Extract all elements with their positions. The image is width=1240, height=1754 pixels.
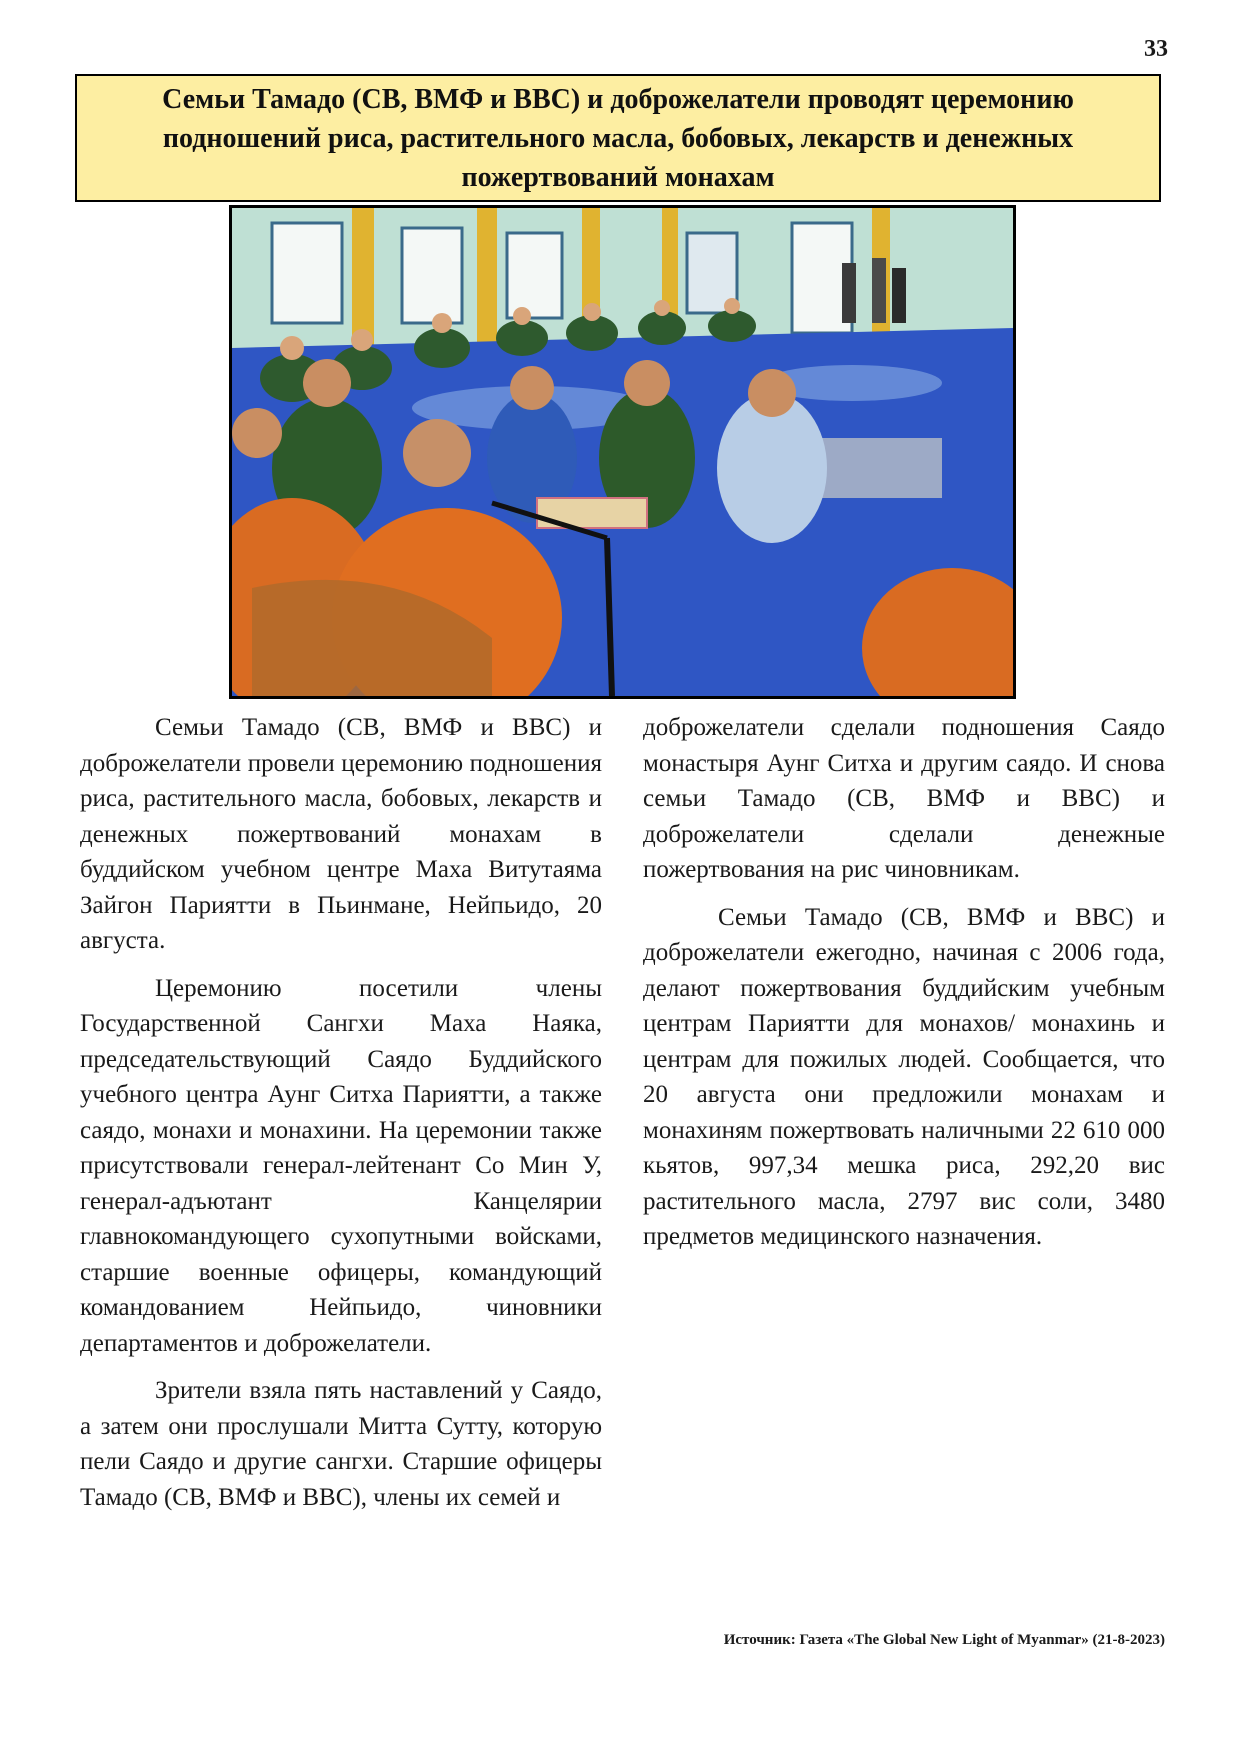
title-box (75, 74, 1161, 202)
page-number: 33 (1144, 36, 1168, 62)
paragraph: Семьи Тамадо (СВ, ВМФ и ВВС) и доброжелатели провели церемонию подношения риса, растительного масла, бобовых, лекарств и денежных пожертвований монахам в буддийском учебном центре Маха Витутаяма Зайгон Париятти в Пьинмане, Нейпьидо, 20 августа. (80, 714, 602, 954)
source-line: Источник: Газета «The Global New Light of Myanmar» (21-8-2023) (723, 1632, 1165, 1648)
monks-ceremony-photo (232, 208, 1013, 696)
paragraph: Зрители взяла пять наставлений у Саядо, а затем они прослушали Митта Сутту, которую пели Саядо и другие сангхи. Старшие офицеры Тамадо (СВ, ВМФ и ВВС), члены их семей и (80, 1377, 602, 1511)
article-photo (229, 205, 1016, 699)
paragraph: Семьи Тамадо (СВ, ВМФ и ВВС) и доброжелатели ежегодно, начиная с 2006 года, делают пожертвования буддийским учебным центрам Париятти для монахов/ монахинь и центрам для пожилых людей. Сообщается, что 20 августа они предложили монахам и монахиням пожертвовать наличными 22 610 000 кьятов, 997,34 мешка риса, 292,20 вис растительного масла, 2797 вис соли, 3480 предметов медицинского назначения. (643, 903, 1165, 1250)
left-column (80, 710, 602, 1527)
paragraph: Церемонию посетили члены Государственной Сангхи Маха Наяка, председательствующий Саядо Буддийского учебного центра Аунг Ситха Париятти, а также саядо, монахи и монахини. На церемонии также присутствовали генерал-лейтенант Со Мин У, генерал-адъютант Канцелярии главнокомандующего сухопутными войсками, старшие военные офицеры, командующий командованием Нейпьидо, чиновники департаментов и доброжелатели. (80, 974, 602, 1357)
paragraph: доброжелатели сделали подношения Саядо монастыря Аунг Ситха и другим саядо. И снова семьи Тамадо (СВ, ВМФ и ВВС) и доброжелатели сделали денежные пожертвования на рис чиновникам. (643, 714, 1165, 883)
right-column (643, 710, 1165, 1267)
article-title: Семьи Тамадо (СВ, ВМФ и ВВС) и доброжелатели проводят церемонию подношений риса, растительного масла, бобовых, лекарств и денежных пожертвований монахам (162, 83, 1074, 193)
